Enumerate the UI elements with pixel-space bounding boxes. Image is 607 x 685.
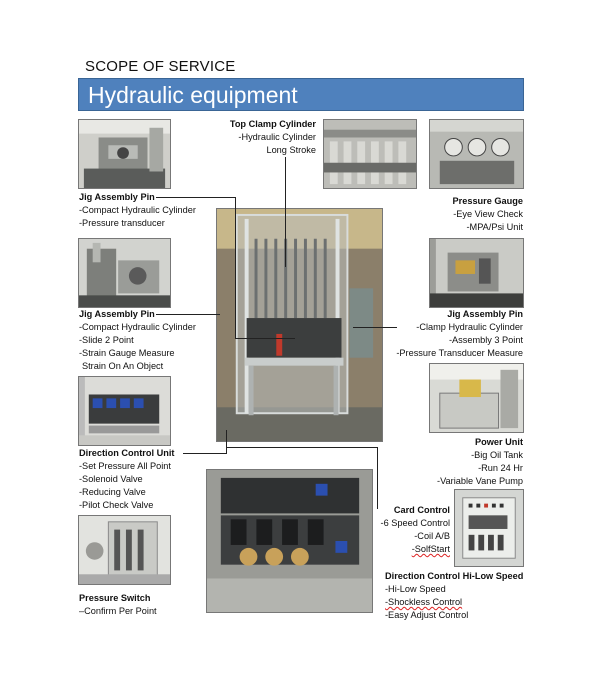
jig-assembly-label-1 (79, 191, 196, 230)
pressure-gauge-title: Pressure Gauge (452, 196, 523, 206)
jig1-line-1: -Compact Hydraulic Cylinder (79, 205, 196, 215)
pressure-gauge-photo (429, 119, 524, 189)
power-title: Power Unit (475, 437, 523, 447)
jig2-line-2: -Slide 2 Point (79, 335, 134, 345)
jig2-line-3: -Strain Gauge Measure (79, 348, 175, 358)
hilow-line-1: -Hi-Low Speed (385, 584, 446, 594)
pressure-switch-label (79, 592, 157, 618)
card-line-2: -Coil A/B (414, 531, 450, 541)
jig-assembly-photo-1 (78, 119, 171, 189)
top-clamp-line-2: Long Stroke (266, 145, 316, 155)
jig-assembly-photo-3 (429, 238, 524, 308)
connector-jig1-v (235, 197, 236, 339)
card-control-photo (454, 489, 524, 567)
direction-hilow-label (385, 570, 523, 622)
direction-title: Direction Control Unit (79, 448, 175, 458)
connector-card-v (377, 447, 378, 509)
hilow-title: Direction Control Hi-Low Speed (385, 571, 524, 581)
jig1-title: Jig Assembly Pin (79, 192, 155, 202)
power-line-3: -Variable Vane Pump (437, 476, 523, 486)
card-title: Card Control (393, 505, 450, 515)
top-clamp-photo (323, 119, 417, 189)
top-clamp-label (230, 118, 316, 157)
title-banner (78, 78, 524, 111)
connector-direction-h (183, 453, 227, 454)
jig3-line-3: -Pressure Transducer Measure (396, 348, 523, 358)
jig-assembly-photo-2 (78, 238, 171, 308)
direction-line-2: -Solenoid Valve (79, 474, 143, 484)
connector-jig1-h2 (235, 338, 295, 339)
power-line-1: -Big Oil Tank (471, 450, 523, 460)
connector-jig3 (353, 327, 397, 328)
card-line-1: -6 Speed Control (380, 518, 450, 528)
direction-control-label (79, 447, 174, 512)
card-line-3: -SolfStart (411, 544, 450, 554)
pressure-switch-title: Pressure Switch (79, 593, 151, 603)
jig-assembly-label-2 (79, 308, 196, 373)
connector-direction-v (226, 430, 227, 454)
hilow-line-3: -Easy Adjust Control (385, 610, 469, 620)
power-line-2: -Run 24 Hr (478, 463, 523, 473)
valve-closeup-photo (206, 469, 373, 613)
direction-line-4: -Pilot Check Valve (79, 500, 154, 510)
connector-top-clamp (285, 157, 286, 267)
connector-card-h (226, 447, 378, 448)
direction-line-3: -Reducing Valve (79, 487, 146, 497)
jig3-title: Jig Assembly Pin (447, 309, 523, 319)
jig1-line-2: -Pressure transducer (79, 218, 165, 228)
jig-assembly-label-3 (396, 308, 523, 360)
direction-line-1: -Set Pressure All Point (79, 461, 171, 471)
top-clamp-title: Top Clamp Cylinder (229, 119, 316, 129)
jig2-line-4: Strain On An Object (82, 361, 164, 371)
pressure-gauge-line-2: -MPA/Psi Unit (466, 222, 523, 232)
hilow-line-2: -Shockless Control (385, 597, 463, 607)
pressure-switch-photo (78, 515, 171, 585)
pressure-gauge-line-1: -Eye View Check (453, 209, 523, 219)
power-unit-photo (429, 363, 524, 433)
jig2-title: Jig Assembly Pin (79, 309, 155, 319)
pressure-gauge-label (453, 195, 523, 234)
pressure-switch-line-1: –Confirm Per Point (79, 606, 157, 616)
page-title: Hydraulic equipment (88, 82, 298, 108)
jig3-line-2: -Assembly 3 Point (448, 335, 523, 345)
card-control-label (381, 504, 450, 556)
main-machine-photo (216, 208, 383, 442)
power-unit-label (437, 436, 523, 488)
direction-control-photo (78, 376, 171, 446)
scope-heading: SCOPE OF SERVICE (85, 58, 236, 75)
jig2-line-1: -Compact Hydraulic Cylinder (79, 322, 196, 332)
jig3-line-1: -Clamp Hydraulic Cylinder (416, 322, 523, 332)
top-clamp-line-1: -Hydraulic Cylinder (238, 132, 316, 142)
